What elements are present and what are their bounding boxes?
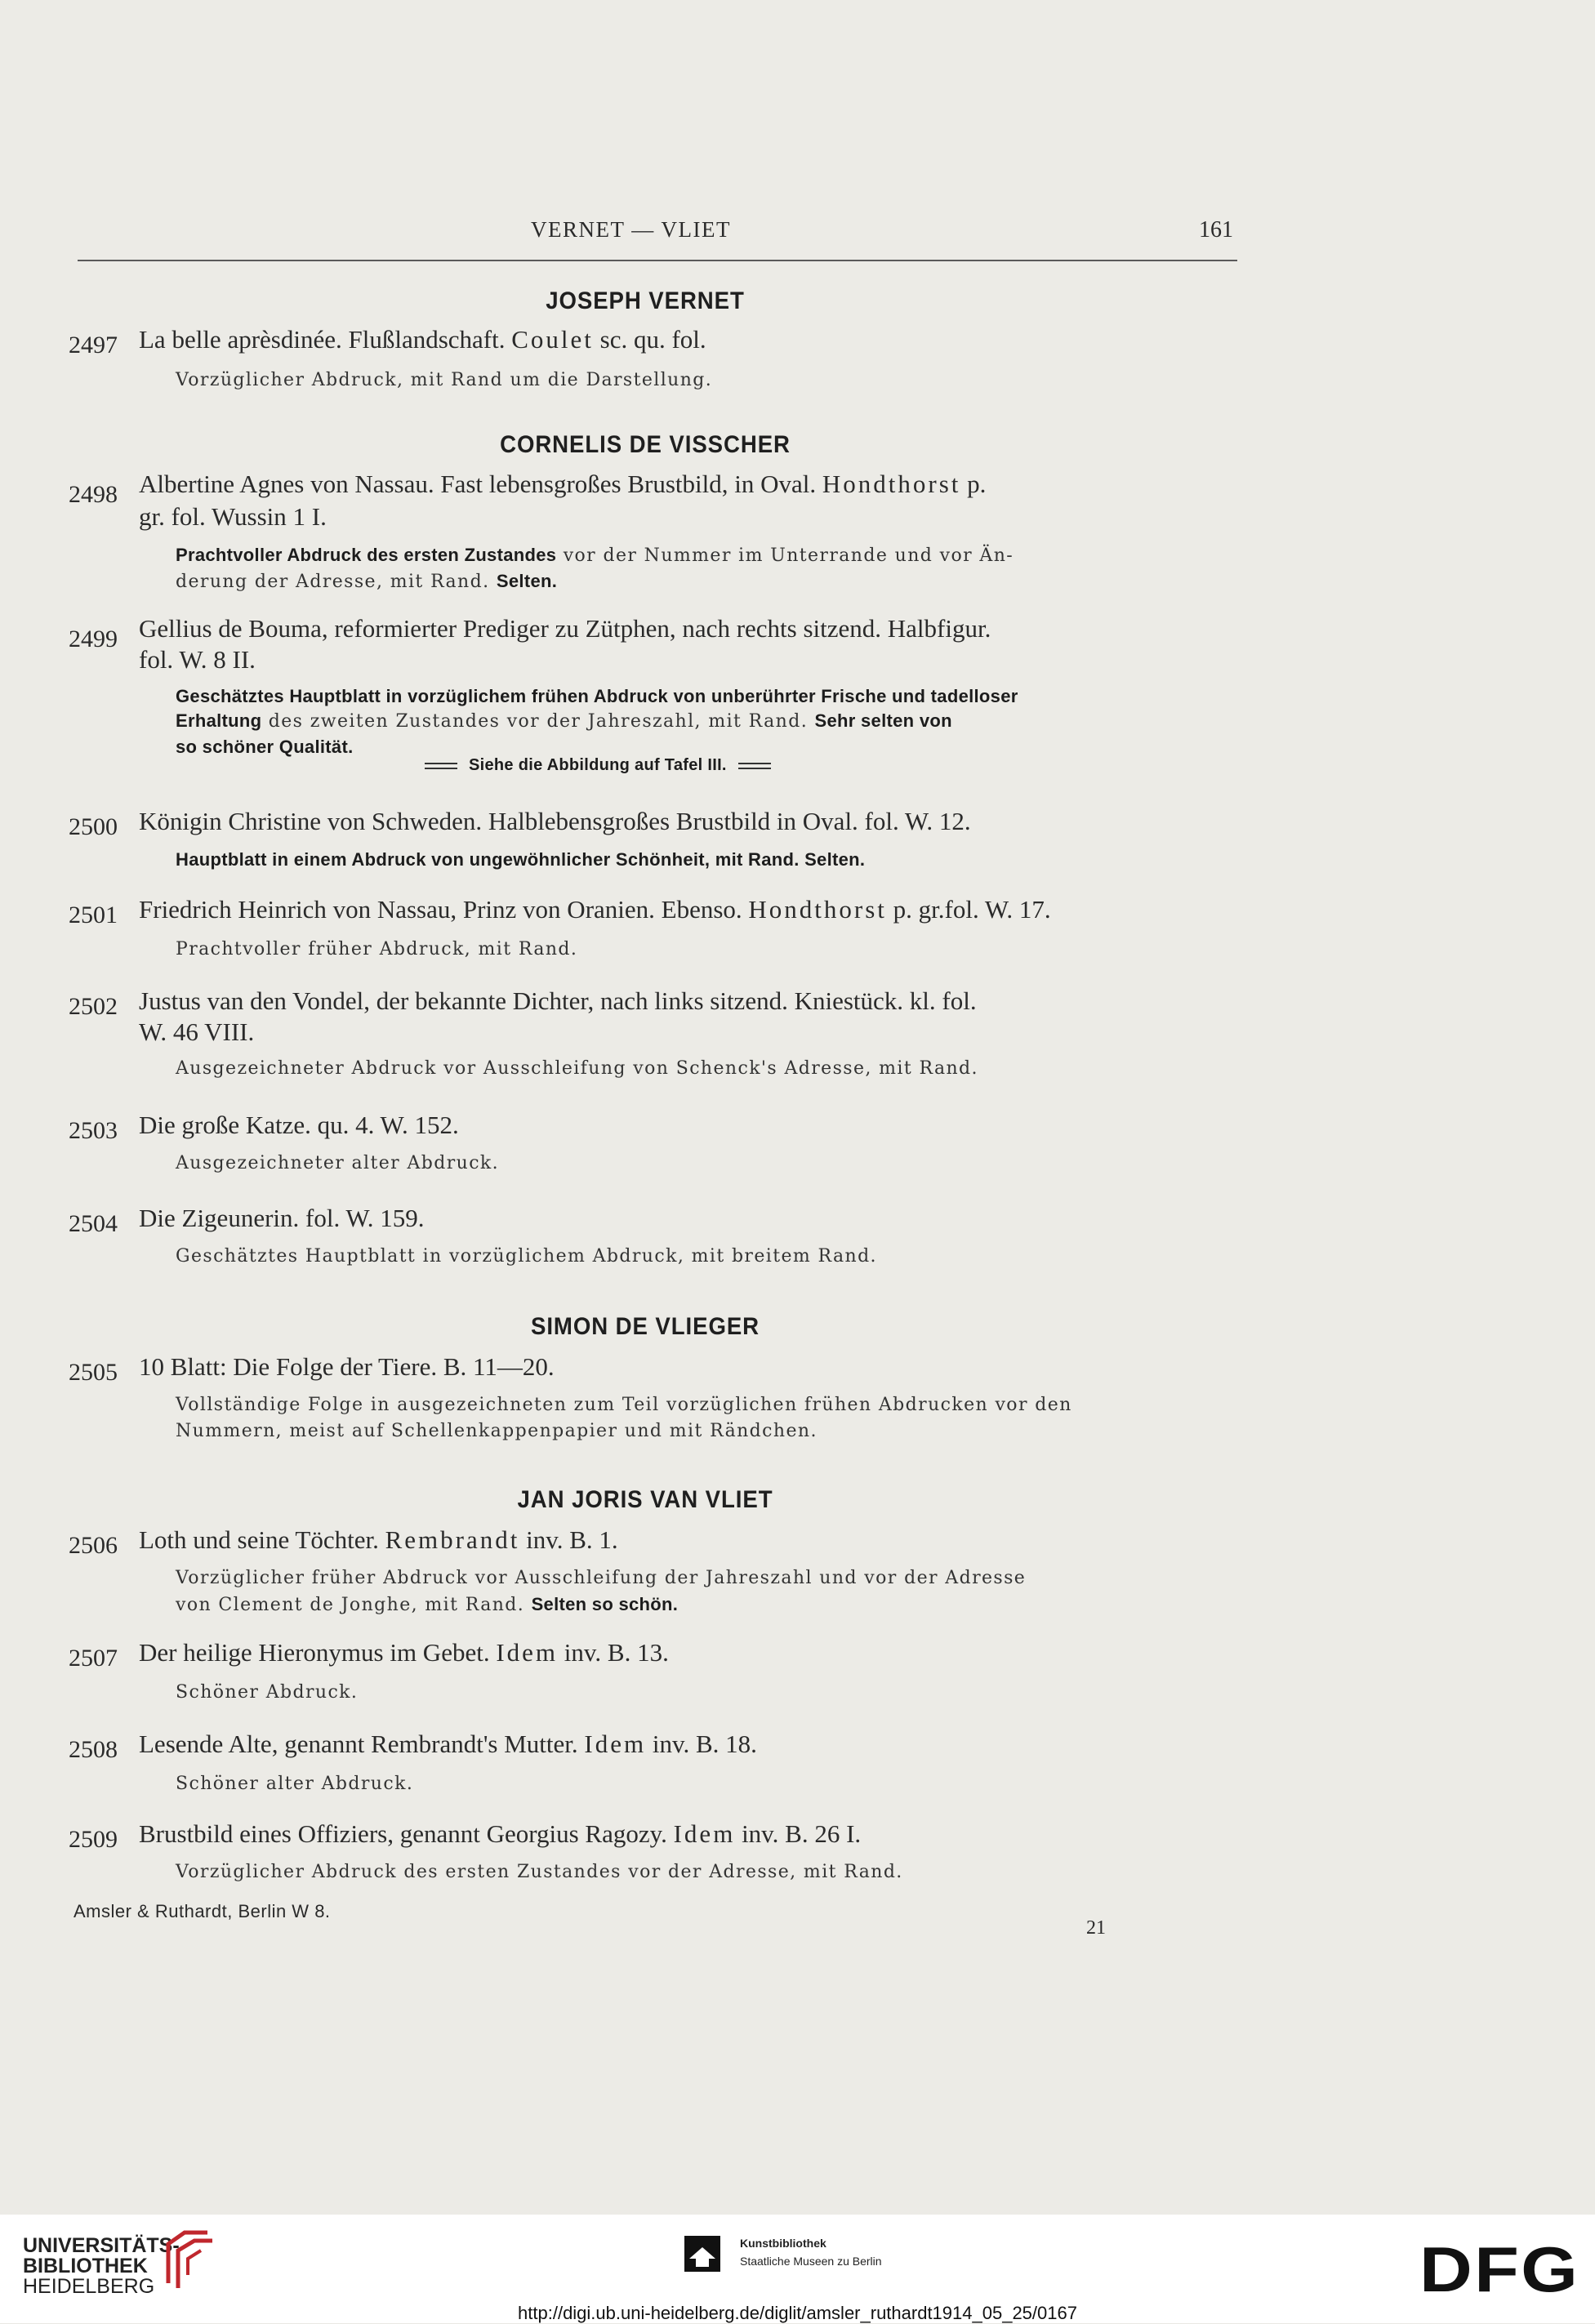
- entry-title: Brustbild eines Offiziers, genannt Georgius Ragozy. Idem inv. B. 26 I.: [139, 1819, 862, 1848]
- lot-number: 2503: [69, 1117, 118, 1144]
- dfg-logo[interactable]: DFG: [1419, 2233, 1580, 2305]
- condition-note: Vorzüglicher früher Abdruck vor Ausschleifung der Jahreszahl und vor der Adresse: [176, 1568, 1027, 1588]
- entry-title: 10 Blatt: Die Folge der Tiere. B. 11—20.: [139, 1352, 555, 1381]
- publisher-imprint: Amsler & Ruthardt, Berlin W 8.: [74, 1901, 331, 1921]
- page-number: 161: [1199, 217, 1233, 243]
- permalink-url[interactable]: http://digi.ub.uni-heidelberg.de/diglit/amsler_ruthardt1914_05_25/0167: [518, 2303, 1077, 2323]
- condition-note: Schöner Abdruck.: [176, 1682, 359, 1703]
- lot-number: 2502: [69, 993, 118, 1020]
- header-rule: [78, 260, 1237, 261]
- condition-note: Prachtvoller Abdruck des ersten Zustandes vor der Nummer im Unterrande und vor Än-: [176, 545, 1014, 566]
- artist-heading-vlieger: SIMON DE VLIEGER: [530, 1313, 760, 1340]
- kb-line-2: Staatliche Museen zu Berlin: [740, 2255, 882, 2268]
- viewer-footer-bar: [0, 2215, 1595, 2323]
- ub-heidelberg-wordmark[interactable]: [23, 2236, 180, 2297]
- lot-number: 2509: [69, 1826, 118, 1853]
- condition-note: Hauptblatt in einem Abdruck von ungewöhnlicher Schönheit, mit Rand. Selten.: [176, 849, 866, 870]
- sheet-signature: 21: [1086, 1917, 1106, 1939]
- entry-title: La belle aprèsdinée. Flußlandschaft. Coulet sc. qu. fol.: [139, 325, 706, 354]
- artist-heading-vliet: JAN JORIS VAN VLIET: [517, 1486, 773, 1513]
- kunstbibliothek-wordmark[interactable]: [740, 2234, 882, 2270]
- lot-number: 2507: [69, 1645, 118, 1672]
- entry-title: Die große Katze. qu. 4. W. 152.: [139, 1111, 459, 1139]
- lot-number: 2497: [69, 332, 118, 358]
- condition-note-cont: von Clement de Jonghe, mit Rand. Selten so schön.: [176, 1594, 679, 1615]
- condition-note: Geschätztes Hauptblatt in vorzüglichem Abdruck, mit breitem Rand.: [176, 1246, 877, 1267]
- entry-title: Gellius de Bouma, reformierter Prediger zu Zütphen, nach rechts sitzend. Halbfigur.: [139, 614, 991, 643]
- condition-note-cont: Erhaltung des zweiten Zustandes vor der Jahreszahl, mit Rand. Sehr selten von: [176, 710, 952, 732]
- entry-title: Lesende Alte, genannt Rembrandt's Mutter. Idem inv. B. 18.: [139, 1730, 757, 1758]
- condition-note: Vorzüglicher Abdruck, mit Rand um die Darstellung.: [176, 370, 713, 390]
- artist-heading-visscher: CORNELIS DE VISSCHER: [500, 431, 791, 458]
- condition-note: Ausgezeichneter Abdruck vor Ausschleifung von Schenck's Adresse, mit Rand.: [176, 1058, 978, 1079]
- lot-number: 2498: [69, 481, 118, 508]
- plate-reference: Siehe die Abbildung auf Tafel III.: [425, 755, 771, 775]
- lot-number: 2499: [69, 626, 118, 652]
- kb-line-1: Kunstbibliothek: [740, 2237, 826, 2250]
- ub-line-3: HEIDELBERG: [23, 2275, 155, 2298]
- entry-title: Loth und seine Töchter. Rembrandt inv. B. 1.: [139, 1525, 618, 1554]
- entry-title: Albertine Agnes von Nassau. Fast lebensgroßes Brustbild, in Oval. Hondthorst p.: [139, 470, 987, 498]
- condition-note-cont: Nummern, meist auf Schellenkappenpapier und mit Rändchen.: [176, 1421, 818, 1441]
- artist-heading-vernet: JOSEPH VERNET: [546, 287, 745, 314]
- condition-note-cont2: so schöner Qualität.: [176, 737, 354, 757]
- condition-note: Schöner alter Abdruck.: [176, 1774, 414, 1794]
- entry-title-cont: gr. fol. Wussin 1 I.: [139, 502, 327, 531]
- entry-title: Friedrich Heinrich von Nassau, Prinz von Oranien. Ebenso. Hondthorst p. gr.fol. W. 17.: [139, 895, 1051, 924]
- ub-logo-icon: [160, 2226, 217, 2291]
- condition-note: Vollständige Folge in ausgezeichneten zum Teil vorzüglichen frühen Abdrucken vor den: [176, 1395, 1072, 1415]
- entry-title: Die Zigeunerin. fol. W. 159.: [139, 1204, 425, 1232]
- condition-note: Vorzüglicher Abdruck des ersten Zustandes vor der Adresse, mit Rand.: [176, 1862, 903, 1882]
- page-header: [74, 217, 1241, 258]
- entry-title-cont: W. 46 VIII.: [139, 1017, 255, 1046]
- condition-note-cont: derung der Adresse, mit Rand. Selten.: [176, 571, 558, 592]
- lot-number: 2505: [69, 1359, 118, 1386]
- running-title: VERNET — VLIET: [531, 217, 731, 242]
- lot-number: 2500: [69, 813, 118, 840]
- entry-title: Justus van den Vondel, der bekannte Dichter, nach links sitzend. Kniestück. kl. fol.: [139, 986, 977, 1015]
- ub-line-2: BIBLIOTHEK: [23, 2255, 148, 2277]
- lot-number: 2508: [69, 1736, 118, 1763]
- entry-title-cont: fol. W. 8 II.: [139, 645, 256, 674]
- kunstbibliothek-logo-icon: [678, 2231, 727, 2280]
- condition-note: Ausgezeichneter alter Abdruck.: [176, 1153, 500, 1173]
- entry-title: Königin Christine von Schweden. Halblebensgroßes Brustbild in Oval. fol. W. 12.: [139, 807, 971, 835]
- condition-note: Prachtvoller früher Abdruck, mit Rand.: [176, 939, 578, 959]
- ub-line-1: UNIVERSITÄTS-: [23, 2234, 180, 2257]
- entry-title: Der heilige Hieronymus im Gebet. Idem inv. B. 13.: [139, 1638, 669, 1667]
- lot-number: 2504: [69, 1210, 118, 1237]
- bleed-through: [1225, 310, 1323, 343]
- condition-note: Geschätztes Hauptblatt in vorzüglichem frühen Abdruck von unberührter Frische und tadelloser: [176, 686, 1018, 706]
- lot-number: 2501: [69, 902, 118, 928]
- lot-number: 2506: [69, 1532, 118, 1559]
